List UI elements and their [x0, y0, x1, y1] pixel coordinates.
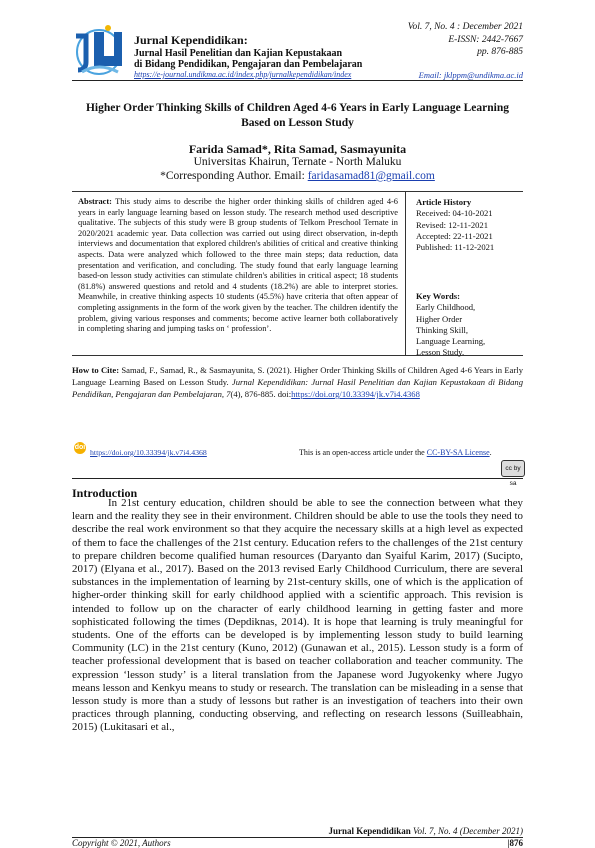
keyword-2: Higher Order [416, 313, 463, 324]
article-history [416, 197, 494, 253]
page-number: |876 [507, 838, 523, 848]
volume-info: Vol. 7, No. 4 : December 2021 [407, 22, 523, 32]
doi-link[interactable]: https://doi.org/10.33394/jk.v7i4.4368 [90, 448, 207, 457]
doi-icon: doi [74, 442, 86, 454]
history-revised: Revised: 12-11-2021 [416, 219, 489, 230]
cite-issue: (4), 876-885. doi: [230, 389, 292, 399]
oa-end: . [489, 448, 492, 457]
journal-title: Jurnal Kependidikan: [134, 33, 248, 47]
copyright: Copyright © 2021, Authors [72, 838, 171, 848]
introduction-paragraph: In 21st century education, children should be able to see the connection between what they learn and the reality they see in their environment. Children should be able to use the tools they need to describe the real work environment so that they acquire the necessary skills at a high level as expected of them to face the challenges of the 21st century. Education refers to the challenges of the 21st century to prepare children become qualified human resources (Daryanto dan Syaiful Karim, 2017) (Sucipto, 2017) (Elyana et al., 2017). Based on the 2013 revised Early Childhood Curriculum, there are several substances in the implementation of learning by 21st-century skills, one of which is the application of higher-order thinking skill for early childhood applied with a scientific approach. This revision is intended to follow up on the character of early childhood learning in getting faster and more sophisticated following the times (Depdiknas, 2014). It is hope that learning is truly meaningful for students. One of the efforts can be developed is by implementing lesson study to build learning Community (LC) in the 21st century (Kuno, 2012) (Gunawan et al., 2015). Lesson study is a form of teacher professional development that is based on teacher collaboration and teacher community. The expression ‘lesson study’ is a literal translation from the Japanese word Jugyokenky where Jugyo means lesson and Kenkyu means to study or research. The translation can be misleading in a sense that lesson study is more than a study of lessons but rather is an investigation of teachers into their own practices through planning, conducting observing, and reflecting on research lessons (Suilleabhain, 2015) (Lukitasari et al., [72, 497, 523, 734]
corr-label: *Corresponding Author. Email: [160, 170, 308, 182]
footer-issue: Vol. 7, No. 4 (December 2021) [410, 826, 523, 836]
license-link[interactable]: CC-BY-SA License [426, 448, 490, 457]
cite-divider [72, 478, 523, 479]
pages-info: pp. 876-885 [477, 47, 523, 57]
section-heading-introduction: Introduction [72, 486, 138, 500]
issn-info: E-ISSN: 2442-7667 [448, 35, 523, 45]
history-accepted: Accepted: 22-11-2021 [416, 230, 493, 241]
corresponding-author [72, 170, 523, 182]
keyword-3: Thinking Skill, [416, 324, 469, 335]
article-affiliation: Universitas Khairun, Ternate - North Maluku [193, 156, 402, 168]
journal-url-link[interactable]: https://e-journal.undikma.ac.id/index.php/jurnalkependidikan/index [134, 70, 352, 79]
abstract [78, 197, 398, 335]
corr-email-link[interactable]: faridasamad81@gmail.com [307, 170, 435, 182]
history-received: Received: 04-10-2021 [416, 208, 493, 219]
history-published: Published: 11-12-2021 [416, 242, 495, 253]
cc-license-icon[interactable]: cc by sa [501, 460, 525, 477]
how-to-cite [72, 364, 523, 400]
keyword-5: Lesson Study. [416, 347, 465, 358]
journal-logo [68, 22, 130, 78]
open-access-note [299, 448, 492, 457]
oa-text: This is an open-access article under the [299, 448, 427, 457]
footer-journal [328, 826, 523, 836]
keyword-1: Early Childhood, [416, 302, 476, 313]
header-divider [72, 80, 523, 81]
journal-subtitle-1: Jurnal Hasil Penelitian dan Kajian Kepustakaan [134, 48, 343, 59]
abstract-label: Abstract: [78, 197, 112, 206]
cite-doi-link[interactable]: https://doi.org/10.33394/jk.v7i4.4368 [291, 389, 420, 399]
article-title: Higher Order Thinking Skills of Children Aged 4-6 Years in Early Language Learning Based on Lesson Study [85, 102, 509, 129]
journal-subtitle-2: di Bidang Pendidikan, Pengajaran dan Pembelajaran [134, 59, 363, 70]
article-authors: Farida Samad*, Rita Samad, Sasmayunita [188, 142, 407, 156]
journal-email-link[interactable]: Email: jklppm@undikma.ac.id [418, 70, 523, 80]
abstract-separator [405, 191, 406, 355]
keywords-heading: Key Words: [416, 291, 461, 301]
cite-journal: Jurnal Kependidikan: Jurnal Hasil Penelitian dan Kajian Kepustakaan di Bidang Pendidikan, Pengajaran dan Pembelajaran, 7 [72, 377, 524, 399]
history-heading: Article History [416, 197, 472, 207]
footer-journal-name: Jurnal Kependidikan [328, 826, 411, 836]
abstract-text: This study aims to describe the higher order thinking skills of children aged 4-6 years in early language learning based on lesson study. The research method used descriptive qualitative. The subjects of this study were B group students of Telkom Preschool Ternate in 2020/2021 academic year. Data collection was carried out using direct observation, in-depth interviews and documentation that explored children's abilities of critical and creative thinking aspects. Data were analyzed which followed to the three main steps; data reduction, data presentation and verification, and concluding. The study found that early language learning based-on lesson study activities can stimulate children's abilities in critical aspect; 18 students (81.8%) answered questions and retold and 4 students (18.2%) are able to interpret stories. Meanwhile, in creative thinking aspects 10 students (45.5%) have criteria that often appear of completing assignments in the form of the work given by the teacher. The children identify the problem, giving various responses and comments; become active learner both collaboratively in completing sharing and jumping tasks on ‘ profession’. [78, 197, 398, 334]
cite-label: How to Cite: [72, 365, 120, 375]
cite-text: Samad, F., Samad, R., & Sasmayunita, S. (2021). Higher Order Thinking Skills of Children Aged 4-6 Years in Early Language Learning Based on Lesson Study. [72, 365, 523, 387]
keyword-4: Language Learning, [416, 336, 486, 347]
keywords [416, 291, 485, 359]
